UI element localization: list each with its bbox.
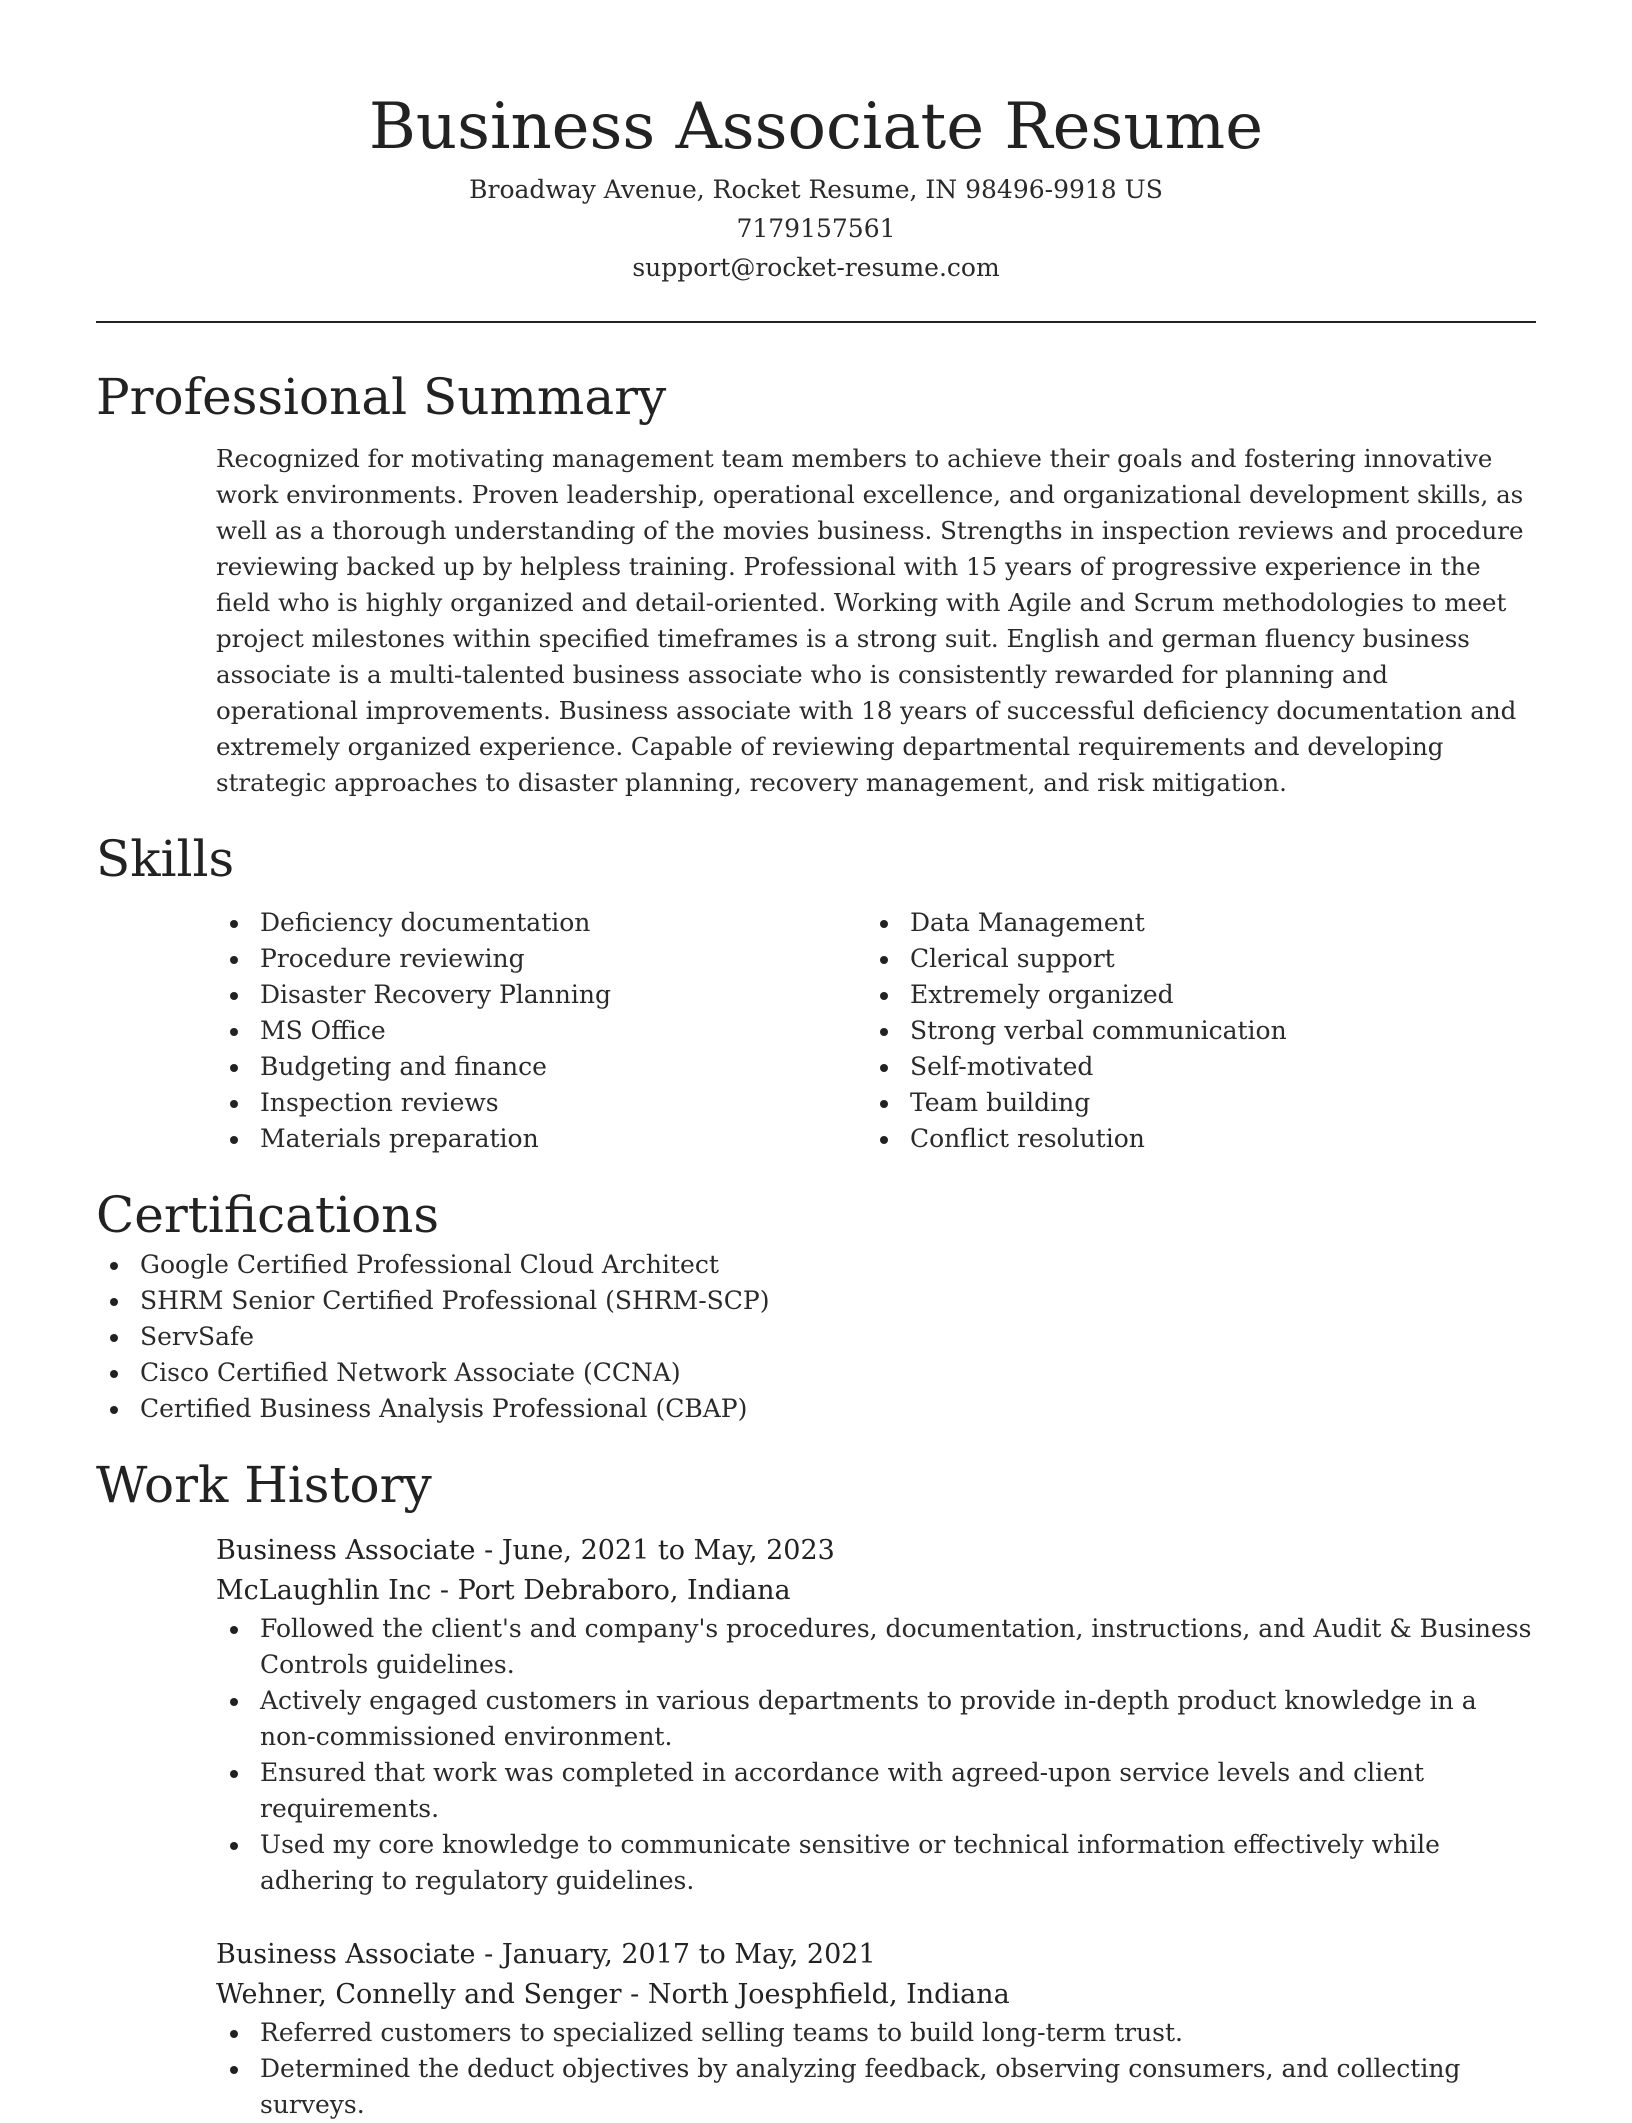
certifications-list: [96, 1247, 1536, 1427]
job-company-location: Wehner, Connelly and Senger - North Joesphfield, Indiana: [216, 1979, 1010, 2010]
skill-item: Extremely organized: [866, 977, 1516, 1013]
skill-item: MS Office: [216, 1013, 866, 1049]
section-heading-summary: Professional Summary: [96, 368, 667, 426]
contact-address: Broadway Avenue, Rocket Resume, IN 98496-9918 US: [469, 175, 1163, 204]
skill-item: Deficiency documentation: [216, 905, 866, 941]
contact-block: [96, 170, 1536, 287]
job-title-dates: Business Associate - June, 2021 to May, 2023: [216, 1535, 835, 1566]
certification-item: Google Certified Professional Cloud Architect: [96, 1247, 1536, 1283]
skills-list-left: [216, 905, 866, 1157]
summary-paragraph: Recognized for motivating management team members to achieve their goals and fostering innovative work environments. Proven leadership, operational excellence, and organizational development skills, as well as a thorough understanding of the movies business. Strengths in inspection reviews and procedure reviewing backed up by helpless training. Professional with 15 years of progressive experience in the field who is highly organized and detail-oriented. Working with Agile and Scrum methodologies to meet project milestones within specified timeframes is a strong suit. English and german fluency business associate is a multi-talented business associate who is consistently rewarded for planning and operational improvements. Business associate with 18 years of successful deficiency documentation and extremely organized experience. Capable of reviewing departmental requirements and developing strategic approaches to disaster planning, recovery management, and risk mitigation.: [216, 444, 1524, 797]
job-bullet: Determined the deduct objectives by analyzing feedback, observing consumers, and collecting surveys.: [216, 2051, 1536, 2123]
contact-phone: 7179157561: [736, 214, 896, 243]
resume-header: [96, 0, 1536, 287]
section-heading-work-history: Work History: [96, 1456, 432, 1514]
resume-page: [96, 0, 1536, 2123]
skills-column-left: [216, 905, 866, 1157]
skill-item: Materials preparation: [216, 1121, 866, 1157]
header-divider: [96, 321, 1536, 323]
section-certifications: [96, 1183, 1536, 1427]
certification-item: Cisco Certified Network Associate (CCNA): [96, 1355, 1536, 1391]
contact-email: support@rocket-resume.com: [632, 253, 1000, 282]
section-skills: [96, 827, 1536, 1157]
skill-item: Inspection reviews: [216, 1085, 866, 1121]
skill-item: Procedure reviewing: [216, 941, 866, 977]
certification-item: SHRM Senior Certified Professional (SHRM-SCP): [96, 1283, 1536, 1319]
skills-grid: [216, 905, 1536, 1157]
skill-item: Team building: [866, 1085, 1516, 1121]
resume-title: Business Associate Resume: [368, 90, 1264, 164]
job-bullet: Actively engaged customers in various departments to provide in-depth product knowledge in a non-commissioned environment.: [216, 1683, 1536, 1755]
section-heading-certifications: Certifications: [96, 1186, 440, 1244]
skill-item: Clerical support: [866, 941, 1516, 977]
section-professional-summary: [96, 365, 1536, 801]
job-title-dates: Business Associate - January, 2017 to May, 2021: [216, 1939, 876, 1970]
section-work-history: [96, 1453, 1536, 2123]
job-bullet: Ensured that work was completed in accordance with agreed-upon service levels and client requirements.: [216, 1755, 1536, 1827]
skills-list-right: [866, 905, 1516, 1157]
certification-item: Certified Business Analysis Professional (CBAP): [96, 1391, 1536, 1427]
skill-item: Disaster Recovery Planning: [216, 977, 866, 1013]
skill-item: Strong verbal communication: [866, 1013, 1516, 1049]
skills-column-right: [866, 905, 1516, 1157]
job-entry: [216, 1531, 1536, 1899]
job-bullet: Referred customers to specialized selling teams to build long-term trust.: [216, 2015, 1536, 2051]
job-entry: [216, 1935, 1536, 2123]
skill-item: Data Management: [866, 905, 1516, 941]
job-bullet: Used my core knowledge to communicate sensitive or technical information effectively while adhering to regulatory guidelines.: [216, 1827, 1536, 1899]
job-bullet-list: [216, 1611, 1536, 1899]
skill-item: Conflict resolution: [866, 1121, 1516, 1157]
job-bullet: Followed the client's and company's procedures, documentation, instructions, and Audit & Business Controls guidelines.: [216, 1611, 1536, 1683]
job-company-location: McLaughlin Inc - Port Debraboro, Indiana: [216, 1575, 791, 1606]
skill-item: Self-motivated: [866, 1049, 1516, 1085]
skill-item: Budgeting and finance: [216, 1049, 866, 1085]
section-heading-skills: Skills: [96, 830, 235, 888]
certification-item: ServSafe: [96, 1319, 1536, 1355]
job-bullet-list: [216, 2015, 1536, 2123]
